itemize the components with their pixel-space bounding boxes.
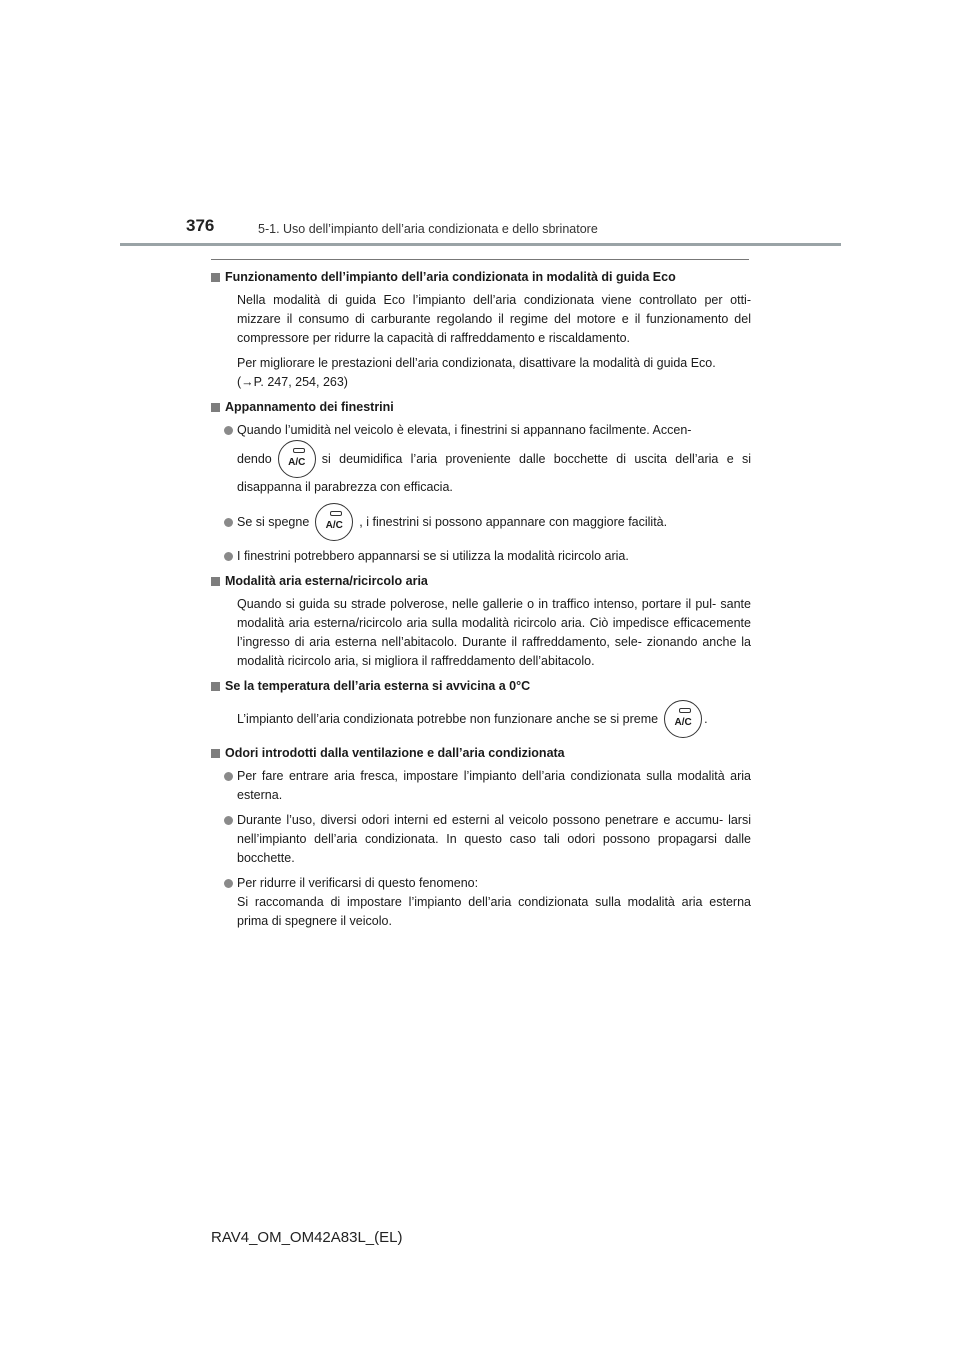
section-eco [211,268,751,392]
square-bullet-icon [211,682,220,691]
section-recirc [211,572,751,671]
list-item [237,874,751,931]
ac-button-label: A/C [674,716,692,728]
document-code: RAV4_OM_OM42A83L_(EL) [211,1229,403,1246]
square-bullet-icon [211,577,220,586]
chapter-title: 5-1. Uso dell’impianto dell’aria condizionata e dello sbrinatore [258,222,598,236]
paragraph-line [237,503,751,541]
text-fragment: dendo [237,451,272,466]
heading-text: Modalità aria esterna/ricircolo aria [225,574,428,588]
text-fragment: si deumidifica l’aria proveniente dalle bocchette di uscita dell’aria e si [321,451,751,466]
indicator-light-icon [679,708,691,713]
list-item [237,811,751,868]
list-item [237,547,751,566]
heading-text: Appannamento dei finestrini [225,400,394,414]
round-bullet-icon [224,772,233,781]
round-bullet-icon [224,426,233,435]
heading-text: Se la temperatura dell’aria esterna si avvicina a 0°C [225,679,531,693]
heading-text: Odori introdotti dalla ventilazione e dall’aria condizionata [225,746,565,760]
text-fragment: , i finestrini si possono appannare con maggiore facilità. [359,514,668,529]
section-temp [211,677,751,738]
ac-button-icon [278,440,316,478]
paragraph-line: Per migliorare le prestazioni dell’aria condizionata, disattivare la modalità di guida Eco. [237,356,716,370]
section-heading [211,398,751,417]
list-item [237,503,751,541]
section-heading [211,268,751,287]
section-heading [211,572,751,591]
section-rule [211,259,749,260]
square-bullet-icon [211,273,220,282]
page-number: 376 [186,216,215,235]
heading-text: Funzionamento dell’impianto dell’aria condizionata in modalità di guida Eco [225,270,676,284]
header-rule [120,243,841,246]
paragraph-line: Per ridurre il verificarsi di questo fenomeno: [237,876,479,890]
paragraph: Quando si guida su strade polverose, nelle gallerie o in traffico intenso, portare il pul- sante modalità aria esterna/ricircolo aria sulla modalità ricircolo aria. Ciò impedisce efficacemente l’ingresso di aria esterna nell’abitacolo. Durante il raffreddamento, sele- zionando anche la modalità ricircolo aria, si migliora il raffreddamento dell’abitacolo. [237,597,751,668]
page-reference: (→P. 247, 254, 263) [237,375,348,389]
paragraph-line [237,440,751,478]
section-odor [211,744,751,931]
paragraph-text: Per fare entrare aria fresca, impostare l’impianto dell’aria condizionata sulla modalità aria esterna. [237,769,751,802]
paragraph-line: Quando l’umidità nel veicolo è elevata, i finestrini si appannano facilmente. Accen- [237,423,692,437]
text-fragment: Se si spegne [237,514,310,529]
paragraph-text: I finestrini potrebbero appannarsi se si utilizza la modalità ricircolo aria. [237,549,629,563]
indicator-light-icon [330,511,342,516]
paragraph-line: Si raccomanda di impostare l’impianto dell’aria condizionata sulla modalità aria esterna prima di spegnere il veicolo. [237,895,751,928]
round-bullet-icon [224,552,233,561]
round-bullet-icon [224,879,233,888]
round-bullet-icon [224,816,233,825]
ac-button-label: A/C [325,519,343,531]
paragraph: Nella modalità di guida Eco l’impianto dell’aria condizionata viene controllato per otti- mizzare il consumo di carburante regolando il regime del motore e il funzionamento del compressore per ridurre la capacità di raffreddamento e riscaldamento. [237,293,751,345]
square-bullet-icon [211,749,220,758]
round-bullet-icon [224,518,233,527]
content [211,268,751,937]
section-heading [211,677,751,696]
paragraph-line: disappanna il parabrezza con efficacia. [237,480,453,494]
paragraph [237,354,751,392]
paragraph [237,700,751,738]
section-heading [211,744,751,763]
square-bullet-icon [211,403,220,412]
list-item [237,421,751,497]
section-fog [211,398,751,566]
list-item [237,767,751,805]
indicator-light-icon [293,448,305,453]
text-fragment: . [704,711,708,726]
ac-button-icon [664,700,702,738]
text-fragment: L’impianto dell’aria condizionata potrebbe non funzionare anche se si preme [237,711,659,726]
ac-button-icon [315,503,353,541]
ac-button-label: A/C [288,456,306,468]
paragraph-text: Durante l’uso, diversi odori interni ed esterni al veicolo possono penetrare e accumu- larsi nell’impianto dell’aria condizionata. In questo caso tali odori possono propagarsi dalle bocchette. [237,813,751,865]
